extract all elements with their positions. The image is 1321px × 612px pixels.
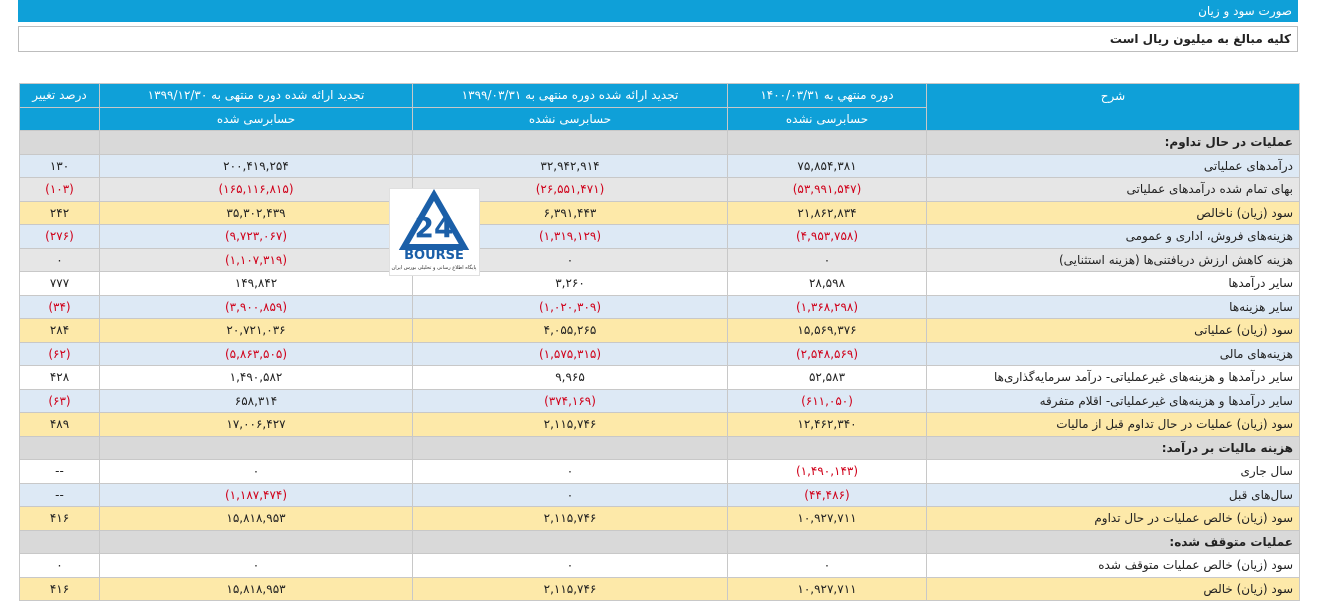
24-bourse-logo-icon [390,189,479,275]
cell-pct [20,131,100,155]
cell-period-3: ۲۰,۷۲۱,۰۳۶ [100,319,413,343]
table-row [20,154,1300,178]
cell-period-1: ۱۰,۹۲۷,۷۱۱ [728,577,927,601]
table-row [20,295,1300,319]
cell-pct: ۴۱۶ [20,507,100,531]
section-row [20,436,1300,460]
section-row [20,530,1300,554]
cell-period-3: (۱,۱۸۷,۴۷۴) [100,483,413,507]
currency-note [18,26,1298,52]
table-row [20,178,1300,202]
cell-desc: هزینه کاهش ارزش دریافتنی‌ها (هزینه استثنایی) [927,248,1300,272]
cell-desc: سال‌های قبل [927,483,1300,507]
cell-pct: (۱۰۳) [20,178,100,202]
income-statement-table [19,83,1300,601]
table-row [20,272,1300,296]
cell-period-2: ۲,۱۱۵,۷۴۶ [413,413,728,437]
cell-period-2: ۰ [413,460,728,484]
cell-period-3: ۰ [100,460,413,484]
table-row [20,319,1300,343]
cell-pct: ۷۷۷ [20,272,100,296]
cell-period-3: ۱۵,۸۱۸,۹۵۳ [100,577,413,601]
cell-period-1: (۶۱۱,۰۵۰) [728,389,927,413]
cell-period-3: (۹,۷۲۳,۰۶۷) [100,225,413,249]
cell-period-2: ۹,۹۶۵ [413,366,728,390]
cell-pct: ۲۴۲ [20,201,100,225]
cell-period-2: (۳۷۴,۱۶۹) [413,389,728,413]
header-period-1: دوره منتهي به ۱۴۰۰/۰۳/۳۱ [728,84,927,108]
cell-period-1 [728,530,927,554]
table-row [20,201,1300,225]
cell-pct: ۱۳۰ [20,154,100,178]
cell-period-2: ۴,۰۵۵,۲۶۵ [413,319,728,343]
cell-period-2: ۰ [413,554,728,578]
cell-desc: سود (زیان) خالص عملیات متوقف شده [927,554,1300,578]
cell-period-3: ۱,۴۹۰,۵۸۲ [100,366,413,390]
cell-desc: سود (زیان) ناخالص [927,201,1300,225]
cell-period-2 [413,436,728,460]
cell-pct: (۳۴) [20,295,100,319]
cell-pct: (۲۷۶) [20,225,100,249]
cell-period-2 [413,131,728,155]
cell-period-1: (۴۴,۴۸۶) [728,483,927,507]
cell-period-2: ۲,۱۱۵,۷۴۶ [413,507,728,531]
cell-pct: ۰ [20,248,100,272]
table-row [20,225,1300,249]
section-row [20,131,1300,155]
cell-period-1: ۷۵,۸۵۴,۳۸۱ [728,154,927,178]
header-pct-sub [20,107,100,131]
table-row [20,507,1300,531]
cell-desc: سایر درآمدها و هزینه‌های غیرعملیاتی- درآمد سرمایه‌گذاری‌ها [927,366,1300,390]
cell-period-2: ۰ [413,248,728,272]
cell-period-3: (۱۶۵,۱۱۶,۸۱۵) [100,178,413,202]
cell-period-1: ۲۸,۵۹۸ [728,272,927,296]
cell-period-1: ۵۲,۵۸۳ [728,366,927,390]
page-title: صورت سود و زیان [1198,4,1292,18]
cell-period-2: ۰ [413,483,728,507]
table-row [20,366,1300,390]
cell-period-1: ۲۱,۸۶۲,۸۳۴ [728,201,927,225]
cell-period-1: (۱,۳۶۸,۲۹۸) [728,295,927,319]
cell-pct: (۶۲) [20,342,100,366]
table-row [20,413,1300,437]
cell-pct: (۶۳) [20,389,100,413]
cell-desc: عملیات در حال تداوم: [927,131,1300,155]
cell-desc: هزینه‌های مالی [927,342,1300,366]
cell-period-3: (۳,۹۰۰,۸۵۹) [100,295,413,319]
table-row [20,342,1300,366]
cell-period-1: (۲,۵۴۸,۵۶۹) [728,342,927,366]
currency-note-text: کلیه مبالغ به میلیون ریال است [1109,32,1291,46]
cell-period-1: ۱۰,۹۲۷,۷۱۱ [728,507,927,531]
cell-desc: سود (زیان) عملیات در حال تداوم قبل از مالیات [927,413,1300,437]
cell-desc: بهای تمام شده درآمدهای عملیاتی [927,178,1300,202]
cell-desc: سایر درآمدها و هزینه‌های غیرعملیاتی- اقلام متفرقه [927,389,1300,413]
cell-desc: سود (زیان) عملیاتی [927,319,1300,343]
cell-period-3: (۵,۸۶۳,۵۰۵) [100,342,413,366]
header-period-2: تجدید ارائه شده دوره منتهی به ۱۳۹۹/۰۳/۳۱ [413,84,728,108]
cell-period-1: (۱,۴۹۰,۱۴۳) [728,460,927,484]
cell-period-1: (۴,۹۵۳,۷۵۸) [728,225,927,249]
cell-period-3: (۱,۱۰۷,۳۱۹) [100,248,413,272]
cell-period-1: ۱۵,۵۶۹,۳۷۶ [728,319,927,343]
table-row [20,389,1300,413]
cell-pct: ۴۲۸ [20,366,100,390]
cell-period-3: ۱۵,۸۱۸,۹۵۳ [100,507,413,531]
cell-desc: سایر هزینه‌ها [927,295,1300,319]
logo-tagline: پایگاه اطلاع رسانی و تحلیلی بورس ایران [391,265,477,271]
table-row [20,554,1300,578]
cell-pct [20,436,100,460]
cell-desc: سایر درآمدها [927,272,1300,296]
cell-desc: درآمدهای عملیاتی [927,154,1300,178]
bourse-logo [389,188,480,276]
cell-period-1: ۰ [728,248,927,272]
cell-pct: ۴۱۶ [20,577,100,601]
cell-period-3: ۲۰۰,۴۱۹,۲۵۴ [100,154,413,178]
cell-period-2: ۲,۱۱۵,۷۴۶ [413,577,728,601]
cell-period-2: (۱,۳۱۹,۱۲۹) [413,225,728,249]
table-row [20,483,1300,507]
table-row [20,248,1300,272]
cell-period-3 [100,131,413,155]
table-row [20,577,1300,601]
cell-desc: سود (زیان) خالص [927,577,1300,601]
cell-pct: ۰ [20,554,100,578]
cell-period-2: ۳۲,۹۴۲,۹۱۴ [413,154,728,178]
header-pct: درصد تغییر [20,84,100,108]
cell-desc: هزینه‌های فروش، اداری و عمومی [927,225,1300,249]
cell-pct: -- [20,460,100,484]
svg-text:24: 24 [414,211,454,244]
cell-period-1: ۰ [728,554,927,578]
logo-wordmark: BOURSE [404,248,464,263]
cell-period-3: ۱۴۹,۸۴۲ [100,272,413,296]
cell-desc: سال جاری [927,460,1300,484]
table-row [20,460,1300,484]
header-period-1-sub: حسابرسی نشده [728,107,927,131]
cell-period-3: ۳۵,۳۰۲,۴۳۹ [100,201,413,225]
cell-period-1 [728,131,927,155]
cell-period-2: ۳,۲۶۰ [413,272,728,296]
cell-period-3: ۰ [100,554,413,578]
header-period-3: تجدید ارائه شده دوره منتهی به ۱۳۹۹/۱۲/۳۰ [100,84,413,108]
cell-pct [20,530,100,554]
cell-pct: ۲۸۴ [20,319,100,343]
cell-period-2: ۶,۳۹۱,۴۴۳ [413,201,728,225]
cell-period-2: (۱,۵۷۵,۳۱۵) [413,342,728,366]
cell-period-3: ۱۷,۰۰۶,۴۲۷ [100,413,413,437]
cell-period-2: (۱,۰۲۰,۳۰۹) [413,295,728,319]
cell-period-3 [100,530,413,554]
header-period-2-sub: حسابرسی نشده [413,107,728,131]
cell-period-1 [728,436,927,460]
cell-pct: ۴۸۹ [20,413,100,437]
cell-desc: هزینه مالیات بر درآمد: [927,436,1300,460]
cell-period-3: ۶۵۸,۳۱۴ [100,389,413,413]
cell-desc: سود (زیان) خالص عملیات در حال تداوم [927,507,1300,531]
cell-period-2 [413,530,728,554]
table-body [20,131,1300,601]
header-period-3-sub: حسابرسی شده [100,107,413,131]
cell-period-3 [100,436,413,460]
cell-pct: -- [20,483,100,507]
cell-period-2: (۲۶,۵۵۱,۴۷۱) [413,178,728,202]
page-title-bar [18,0,1298,22]
header-desc: شرح [927,84,1300,131]
cell-period-1: ۱۲,۴۶۲,۳۴۰ [728,413,927,437]
cell-period-1: (۵۳,۹۹۱,۵۴۷) [728,178,927,202]
cell-desc: عملیات متوقف شده: [927,530,1300,554]
